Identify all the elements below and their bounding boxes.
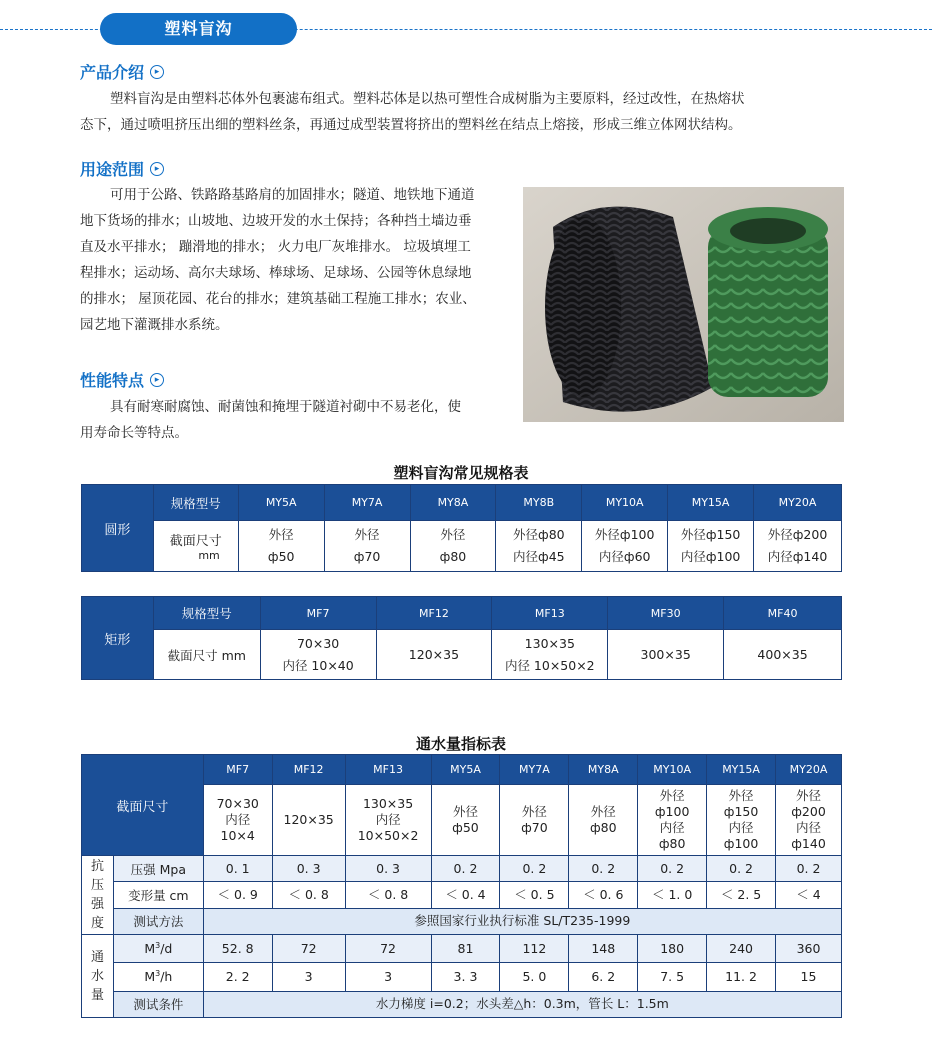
chevron-right-icon: ▸ xyxy=(150,373,164,387)
group-char: 通 xyxy=(90,949,104,965)
m3d-cell: 72 xyxy=(272,935,345,963)
round-size-cell xyxy=(238,521,324,572)
size-line: 外径 xyxy=(440,527,466,542)
flow-model: MY5A xyxy=(431,755,500,785)
flow-size-cell xyxy=(272,785,345,856)
size-line: 外径ф200 xyxy=(767,527,828,542)
intro-heading xyxy=(80,60,164,83)
m3h-cell: 3 xyxy=(272,963,345,991)
round-size-cell xyxy=(668,521,754,572)
rect-size-cell xyxy=(376,630,492,680)
size-line: 内径 xyxy=(796,820,822,836)
flow-model: MY15A xyxy=(707,755,776,785)
size-line: 内径 xyxy=(225,812,251,828)
size-line: 外径 xyxy=(590,804,616,820)
usage-line: 地下货场的排水；山坡地、边坡开发的水土保持；各种挡土墙边垂 xyxy=(80,213,472,229)
pressure-cell: 0. 3 xyxy=(272,856,345,882)
rect-size-cell xyxy=(492,630,608,680)
size-line: 外径ф100 xyxy=(594,527,655,542)
round-model: MY10A xyxy=(582,485,668,521)
size-line: 外径 xyxy=(728,788,754,804)
pressure-cell: 0. 2 xyxy=(500,856,569,882)
size-line: 70×30 xyxy=(296,635,340,651)
flow-size-cell xyxy=(345,785,431,856)
spec-table-caption: 塑料盲沟常见规格表 xyxy=(393,464,529,482)
chevron-right-icon: ▸ xyxy=(150,65,164,79)
strength-group-label xyxy=(82,856,114,935)
rect-model: MF30 xyxy=(608,597,724,630)
deform-cell: ＜ 0. 9 xyxy=(203,882,272,908)
flow-size-cell xyxy=(500,785,569,856)
round-spec-table xyxy=(81,484,842,572)
flow-model: MF12 xyxy=(272,755,345,785)
deform-label: 变形量 cm xyxy=(113,882,203,908)
deform-cell: ＜ 0. 8 xyxy=(345,882,431,908)
size-line: 外径 xyxy=(659,788,685,804)
size-line: ф80 xyxy=(589,820,617,836)
size-line: 内径ф60 xyxy=(598,549,651,564)
intro-line: 塑料盲沟是由塑料芯体外包裹滤布组式。塑料芯体是以热可塑性合成树脂为主要原料，经过改性，在热熔状 xyxy=(110,91,745,107)
size-line: ф100 xyxy=(723,836,759,852)
features-heading xyxy=(80,368,164,391)
size-line: 外径 xyxy=(268,527,294,542)
size-line: ф80 xyxy=(439,549,467,564)
green-mesh-roll xyxy=(708,207,828,397)
chevron-right-icon: ▸ xyxy=(150,162,164,176)
product-photo xyxy=(523,187,844,422)
rect-model: MF13 xyxy=(492,597,608,630)
pressure-cell: 0. 2 xyxy=(431,856,500,882)
size-line: ф50 xyxy=(267,549,295,564)
features-text xyxy=(80,394,520,446)
test-cond-value: 水力梯度 i=0.2；水头差△h：0.3m，管长 L：1.5m xyxy=(203,991,841,1017)
size-line: ф70 xyxy=(521,820,548,836)
group-char: 压 xyxy=(90,878,104,894)
size-line: 外径 xyxy=(521,804,547,820)
m3h-cell: 7. 5 xyxy=(638,963,707,991)
m3d-cell: 240 xyxy=(707,935,776,963)
round-size-cell xyxy=(410,521,496,572)
features-line: 具有耐寒耐腐蚀、耐菌蚀和掩埋于隧道衬砌中不易老化，使 xyxy=(110,399,461,415)
size-line: 外径 xyxy=(354,527,380,542)
round-model: MY15A xyxy=(668,485,754,521)
page-title: 塑料盲沟 xyxy=(100,13,297,45)
round-size-cell xyxy=(754,521,842,572)
features-title: 性能特点 xyxy=(80,371,145,390)
intro-line: 态下，通过喷咀挤压出细的塑料丝条，再通过成型装置将挤出的塑料丝在结点上熔接，形成三维立体网状结构。 xyxy=(80,117,742,133)
m3d-cell: 81 xyxy=(431,935,500,963)
rect-shape-label: 矩形 xyxy=(82,597,154,680)
usage-text xyxy=(80,182,520,338)
test-method-label: 测试方法 xyxy=(113,908,203,934)
deform-cell: ＜ 2. 5 xyxy=(707,882,776,908)
pressure-cell: 0. 1 xyxy=(203,856,272,882)
m3h-cell: 6. 2 xyxy=(569,963,638,991)
m3h-cell: 2. 2 xyxy=(203,963,272,991)
size-line: ф140 xyxy=(791,836,826,852)
size-line: 内径 xyxy=(659,820,685,836)
round-size-cell xyxy=(324,521,410,572)
deform-cell: ＜ 0. 4 xyxy=(431,882,500,908)
round-model: MY8B xyxy=(496,485,582,521)
size-line: 外径ф80 xyxy=(513,527,565,542)
m3d-cell: 148 xyxy=(569,935,638,963)
pressure-cell: 0. 2 xyxy=(638,856,707,882)
size-line: 内径 xyxy=(728,820,754,836)
size-line: ф80 xyxy=(658,836,686,852)
deform-cell: ＜ 0. 5 xyxy=(500,882,569,908)
unit-sup: 3 xyxy=(155,941,161,951)
rect-size-cell xyxy=(260,630,376,680)
flow-model: MY7A xyxy=(500,755,569,785)
round-size-cell xyxy=(582,521,668,572)
usage-title: 用途范围 xyxy=(80,160,145,179)
size-line: 外径 xyxy=(452,804,478,820)
size-line: 内径ф45 xyxy=(513,549,565,564)
unit-tail: /h xyxy=(160,969,173,985)
group-char: 水 xyxy=(90,968,104,984)
pressure-cell: 0. 2 xyxy=(776,856,842,882)
size-line: 70×30 xyxy=(216,796,259,812)
size-line: 内径 10×40 xyxy=(282,657,354,673)
unit-main: M xyxy=(144,969,156,985)
flow-table-caption: 通水量指标表 xyxy=(415,735,506,753)
deform-cell: ＜ 1. 0 xyxy=(638,882,707,908)
m3d-cell: 52. 8 xyxy=(203,935,272,963)
m3h-cell: 3. 3 xyxy=(431,963,500,991)
deform-cell: ＜ 0. 8 xyxy=(272,882,345,908)
round-section-label xyxy=(153,521,238,572)
flow-model: MF13 xyxy=(345,755,431,785)
size-line: 130×35 xyxy=(362,796,414,812)
m3h-cell: 5. 0 xyxy=(500,963,569,991)
size-line: 内径ф100 xyxy=(680,549,741,564)
size-line: 外径ф150 xyxy=(680,527,741,542)
round-model: MY8A xyxy=(410,485,496,521)
flow-model: MF7 xyxy=(203,755,272,785)
rect-spec-table xyxy=(81,596,842,680)
size-line: 10×50×2 xyxy=(357,828,419,844)
m3h-cell: 3 xyxy=(345,963,431,991)
size-line: 内径ф140 xyxy=(767,549,828,564)
flow-section-label: 截面尺寸 xyxy=(82,755,204,856)
flow-size-cell xyxy=(569,785,638,856)
round-model: MY7A xyxy=(324,485,410,521)
group-char: 抗 xyxy=(90,859,104,875)
intro-title: 产品介绍 xyxy=(80,63,145,82)
pressure-cell: 0. 3 xyxy=(345,856,431,882)
m3h-cell: 11. 2 xyxy=(707,963,776,991)
unit-sup: 3 xyxy=(155,969,161,979)
usage-line: 直及水平排水； 蹦滑地的排水； 火力电厂灰堆排水。 垃圾填埋工 xyxy=(80,239,471,255)
flow-size-cell xyxy=(638,785,707,856)
rect-model: MF40 xyxy=(724,597,842,630)
rect-section-label: 截面尺寸 mm xyxy=(153,630,260,680)
m3d-label xyxy=(113,935,203,963)
size-line: 120×35 xyxy=(283,812,334,828)
round-model-label: 规格型号 xyxy=(153,485,238,521)
size-line: 130×35 xyxy=(524,635,575,651)
size-line: 400×35 xyxy=(757,646,808,662)
usage-line: 的排水； 屋顶花园、花台的排水；建筑基础工程施工排水；农业、 xyxy=(80,291,476,307)
deform-cell: ＜ 0. 6 xyxy=(569,882,638,908)
m3h-cell: 15 xyxy=(776,963,842,991)
rect-model: MF7 xyxy=(260,597,376,630)
size-line: ф50 xyxy=(452,820,479,836)
group-char: 强 xyxy=(90,897,104,913)
intro-text xyxy=(80,86,860,138)
usage-line: 可用于公路、铁路路基路肩的加固排水；隧道、地铁地下通道 xyxy=(110,187,475,203)
size-line: 10×4 xyxy=(220,828,255,844)
usage-heading xyxy=(80,157,164,180)
flow-model: MY10A xyxy=(638,755,707,785)
test-cond-label: 测试条件 xyxy=(113,991,203,1017)
flow-model: MY20A xyxy=(776,755,842,785)
unit-tail: /d xyxy=(160,941,173,957)
size-line: 内径 10×50×2 xyxy=(504,657,595,673)
flow-model: MY8A xyxy=(569,755,638,785)
deform-cell: ＜ 4 xyxy=(776,882,842,908)
round-size-cell xyxy=(496,521,582,572)
group-char: 度 xyxy=(90,916,104,932)
flow-size-cell xyxy=(776,785,842,856)
round-unit: mm xyxy=(198,549,220,562)
m3d-cell: 360 xyxy=(776,935,842,963)
features-line: 用寿命长等特点。 xyxy=(80,425,188,441)
pressure-cell: 0. 2 xyxy=(707,856,776,882)
round-model: MY20A xyxy=(754,485,842,521)
round-model: MY5A xyxy=(238,485,324,521)
size-line: ф70 xyxy=(353,549,381,564)
m3d-cell: 72 xyxy=(345,935,431,963)
size-line: ф100 xyxy=(654,804,690,820)
pressure-cell: 0. 2 xyxy=(569,856,638,882)
rect-size-cell xyxy=(608,630,724,680)
m3d-cell: 112 xyxy=(500,935,569,963)
unit-main: M xyxy=(144,941,156,957)
test-method-value: 参照国家行业执行标准 SL/T235-1999 xyxy=(203,908,841,934)
pressure-label: 压强 Mpa xyxy=(113,856,203,882)
flow-table xyxy=(81,754,842,1018)
usage-line: 园艺地下灌溉排水系统。 xyxy=(80,317,229,333)
size-line: 外径 xyxy=(796,788,822,804)
round-shape-label: 圆形 xyxy=(82,485,154,572)
product-photo-svg xyxy=(523,187,844,422)
rect-size-cell xyxy=(724,630,842,680)
size-line: ф150 xyxy=(723,804,759,820)
usage-line: 程排水；运动场、高尔夫球场、棒球场、足球场、公园等休息绿地 xyxy=(80,265,472,281)
m3h-label xyxy=(113,963,203,991)
size-line: 内径 xyxy=(375,812,401,828)
flow-group-label xyxy=(82,935,114,1018)
size-line: 300×35 xyxy=(640,646,691,662)
rect-model: MF12 xyxy=(376,597,492,630)
m3d-cell: 180 xyxy=(638,935,707,963)
group-char: 量 xyxy=(90,987,104,1003)
size-line: ф200 xyxy=(791,804,826,820)
size-line: 120×35 xyxy=(408,646,460,662)
flow-size-cell xyxy=(203,785,272,856)
flow-size-cell xyxy=(707,785,776,856)
flow-size-cell xyxy=(431,785,500,856)
rect-model-label: 规格型号 xyxy=(153,597,260,630)
round-section-text: 截面尺寸 xyxy=(169,534,222,549)
